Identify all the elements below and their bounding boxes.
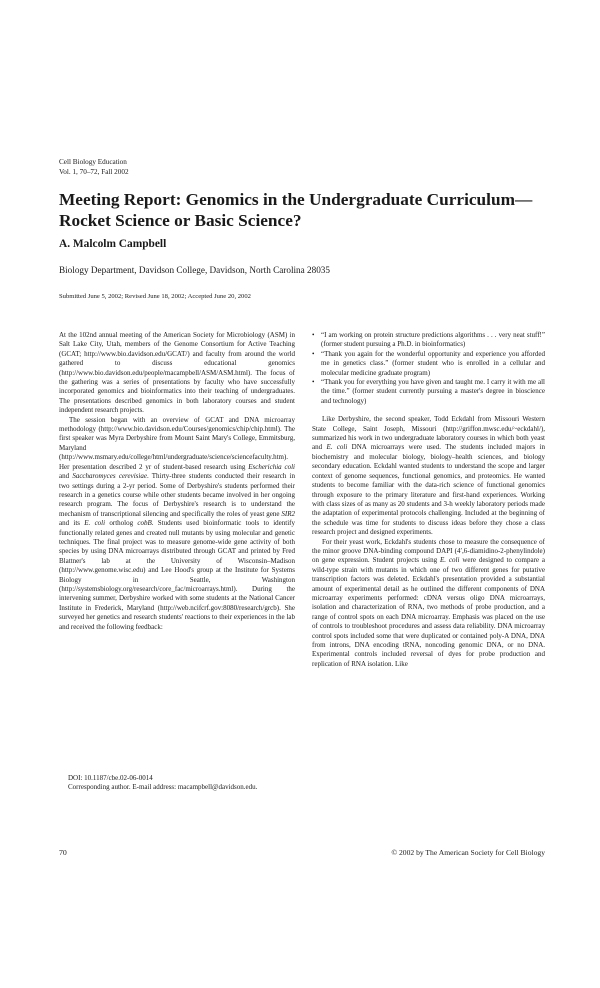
species-name: Escherichia coli [248, 462, 295, 471]
journal-name: Cell Biology Education [59, 158, 127, 166]
right-column [312, 331, 545, 669]
author-affiliation: Biology Department, Davidson College, Davidson, North Carolina 28035 [59, 265, 330, 275]
gene-name: cobB [137, 519, 152, 528]
feedback-list [312, 331, 545, 406]
paragraph-eckdahl: Like Derbyshire, the second speaker, Todd Eckdahl from Missouri Western State College, Saint Joseph, Missouri (http://griffon.mwsc.edu/~eckdahl/), summarized his work in two undergraduate laboratory courses in which both yeast and E. coli DNA microarrays were used. The students included majors in biochemistry and molecular biology, biology–health sciences, and biology secondary education. Eckdahl wanted students to understand the scope and larger context of genome sequences, functional genomics, and proteomics. He wanted students to become familiar with the data-rich science of functional genomics through exposure to the primary literature and first-hand experiences. Working with class sizes of as many as 20 students and 3-h weekly laboratory periods made the adaptation of experimental protocols challenging. Included at the beginning of the schedule was time for students to discuss ideas before they chose a class research project and designed experiments. [312, 415, 546, 537]
species-name: Saccharomyces cerevisiae [72, 472, 147, 481]
doi: DOI: 10.1187/cbe.02-06-0014 [68, 774, 153, 782]
paragraph-intro: At the 102nd annual meeting of the American Society for Microbiology (ASM) in Salt Lake City, Utah, members of the Genome Consortium for Active Teaching (GCAT; http://www.bio.davidson.edu/GCAT/) and faculty from around the world gathered to discuss educational genomics (http://www.bio.davidson.edu/people/macampbell/ASM/ASM.html). The focus of the gathering was a series of presentations by faculty who have successfully incorporated genomics and bioinformatics into their teaching of undergraduates. The presentations described genomics in both laboratory courses and student independent research projects. [59, 331, 295, 415]
left-column [59, 331, 295, 632]
corresponding-author-note: Corresponding author. E-mail address: macampbell@davidson.edu. [68, 783, 258, 792]
paragraph-derbyshire: The session began with an overview of GCAT and DNA microarray methodology (http://www.bio.davidson.edu/Courses/genomics/chip/chip.html). The first speaker was Myra Derbyshire from Mount Saint Mary's College, Emmitsburg, Maryland (http://www.msmary.edu/college/html/undergraduate/science/sciencefaculty.htm). Her presentation described 2 yr of student-based research using Escherichia coli and Saccharomyces cerevisiae. Thirty-three students conducted their research in two settings during a 2-yr period. Some of Derbyshire's students performed their research in a genetics course while other students became involved in her ongoing research program. The focus of Derbyshire's research is to understand the mechanism of transcriptional silencing and specifically the roles of yeast gene SIR2 and its E. coli ortholog cobB. Students used bioinformatic tools to identify functionally related genes and created null mutants by using molecular and genetic techniques. The final project was to measure genome-wide gene activity of both species by using DNA microarrays distributed through GCAT and printed by Fred Blattner's lab at the University of Wisconsin–Madison (http://www.genome.wisc.edu) and Lee Hood's group at the Institute for Systems Biology in Seattle, Washington (http://systemsbiology.org/research/core_fac/microarrays.html). During the intervening summer, Derbyshire worked with some students at the National Cancer Institute in Frederick, Maryland (http://web.ncifcrf.gov:8080/research/grcb). She surveyed her genetics and research students' reactions to their experiences in the lab and received the following feedback: [59, 415, 296, 631]
journal-citation [59, 158, 129, 177]
page-number: 70 [59, 848, 67, 857]
article-title: Meeting Report: Genomics in the Undergraduate Curriculum—Rocket Science or Basic Science? [59, 190, 533, 230]
submission-dates: Submitted June 5, 2002; Revised June 18, 2002; Accepted June 20, 2002 [59, 293, 251, 300]
species-name: E. coli [326, 443, 348, 452]
journal-volume: Vol. 1, 70–72, Fall 2002 [59, 167, 129, 176]
list-item: • “Thank you for everything you have given and taught me. I carry it with me all the time.” (former student currently pursuing a master's degree in bioscience and technology) [312, 378, 545, 406]
list-item: • “I am working on protein structure predictions algorithms . . . very neat stuff!” (former student pursuing a Ph.D. in bioinformatics) [312, 331, 545, 350]
footnotes [68, 774, 298, 793]
species-name: E. coli [84, 519, 106, 528]
paragraph-yeast-work: For their yeast work, Eckdahl's students chose to measure the consequence of the minor groove DNA-binding compound DAPI (4′,6-diamidino-2-phenylindole) on gene expression. Student projects using E. coli were designed to compare a wild-type strain with mutants in which one of two different genes for putative transcription factors was deleted. Eckdahl's presentation provided a substantial amount of experimental detail as he outlined the different components of DNA microarray experiments performed: cDNA versus oligo DNA microarrays, isolation and characterization of RNA, two methods of probe production, and a range of control spots on each DNA microarray. Emphasis was placed on the use of controls to troubleshoot procedures and assess data reliability. DNA microarray control spots included some that were duplicated or contained poly-A DNA, DNA from introns, DNA encoding tRNA, noncoding genomic DNA, or no DNA. Experimental controls included reversal of dyes for probe production and replication of RNA isolation. Like [312, 537, 546, 668]
gene-name: SIR2 [281, 509, 296, 518]
species-name: E. coli [440, 556, 460, 565]
copyright-notice: © 2002 by The American Society for Cell Biology [391, 848, 545, 857]
list-item: • “Thank you again for the wonderful opportunity and experience you afforded me in genetics class.” (former student who is enrolled in a cellular and molecular medicine graduate program) [312, 350, 545, 378]
author-name: A. Malcolm Campbell [59, 238, 167, 250]
